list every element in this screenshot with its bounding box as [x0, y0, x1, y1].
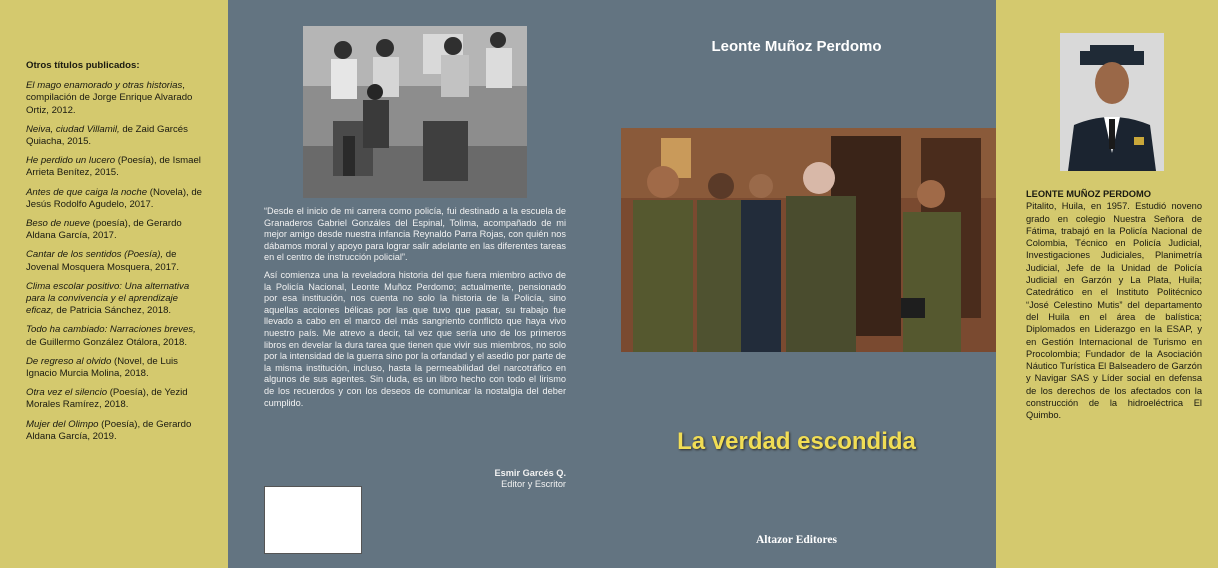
back-cover [228, 0, 597, 568]
item-details: (Poesía), de Ismael Arrieta Benítez, 2015. [26, 155, 201, 179]
item-details: (Novel, de Luis Ignacio Murcia Molina, 2018. [26, 355, 178, 380]
barcode-box [264, 486, 362, 554]
list-item [26, 324, 206, 348]
list-item [26, 124, 206, 148]
list-item [26, 419, 206, 443]
cover-photo [621, 128, 996, 352]
item-details: (Poesía), de Gerardo Aldana García, 2019. [26, 418, 192, 442]
item-details: de Patricia Sánchez, 2018. [53, 305, 172, 317]
cover-author: Leonte Muñoz Perdomo [711, 38, 882, 55]
item-details: de Zaid Garcés Quiacha, 2015. [26, 123, 188, 148]
list-item [26, 155, 206, 179]
signature-name: Esmir Garcés Q. [494, 468, 566, 478]
list-item [26, 281, 206, 318]
list-item [26, 187, 206, 211]
item-title: Cantar de los sentidos (Poesía), [26, 249, 164, 261]
item-details: de Jovenal Mosquera Mosquera, 2017. [26, 249, 180, 273]
bio-text: Pitalito, Huila, en 1957. Estudió noveno grado en colegio Nuestra Señora de Fátima, trabajó en la Policía Nacional de Colombia, Técnico en Policía Judicial, Investigaciones Judiciales, Planimetría Judicial, Jefe de la Unidad de Policía Judicial en Garzón y La Plata, Huila; Catedrático en el Instituto Politécnico “José Celestino Mutis” del departamento del Huila en el área de balística; Diplomados en Liderazgo en la ESAP, y en Gestión Internacional de Turismo en Procolombia; Fundador de la Asociación Náutico Turística El Balseadero de Garzón y Navigar SAS y Líder social en defensa de los derechos de los afectados con la construcción de la hidroeléctrica El Quimbo. [1026, 201, 1202, 421]
item-details: (Novela), de Jesús Rodolfo Agudelo, 2017. [26, 186, 203, 210]
book-title: La verdad escondida [677, 428, 916, 455]
bio-heading: LEONTE MUÑOZ PERDOMO [1026, 189, 1151, 199]
list-item [26, 356, 206, 380]
item-title: Neiva, ciudad Villamil, [26, 123, 120, 135]
list-item [26, 387, 206, 411]
list-item [26, 218, 206, 242]
publisher-name: Altazor Editores [755, 534, 838, 546]
right-flap [996, 0, 1218, 568]
item-title: He perdido un lucero [26, 155, 116, 167]
left-flap [0, 0, 228, 568]
blurb-paragraph: Así comienza una la reveladora historia del que fuera miembro activo de la Policía Nacional, Leonte Muñoz Perdomo; actualmente, pensionado por esa institución, nos cuenta no solo la historia de la Policía, sino aquellas acciones bélicas por las que tuvo que pasar, su trabajo fue llevado a cabo en el marco del más sangriento conflicto que haya vivo nuestro país. Me atrevo a decir, tal vez que sería uno de los primeros libros en develar la dura tarea que tienen que vivir sus miembros, no solo por la intensidad de la guerra sino por la orfandad y el asedio por parte de la misma institución, incluso, hasta la permeabilidad del narcotráfico en algunos de sus agentes. Sin duda, es un libro hecho con todo el lirismo de los recuerdos y con los deseos de comunicar la nostalgia del deber cumplido. [264, 269, 566, 408]
other-titles-heading: Otros títulos publicados: [26, 60, 140, 71]
back-blurb [264, 206, 566, 415]
other-titles-list [26, 60, 206, 450]
item-title: El mago enamorado y otras historias [26, 80, 183, 92]
item-title: Antes de que caiga la noche [26, 186, 148, 198]
author-portrait [1060, 33, 1164, 171]
item-title: Clima escolar positivo: Una alternativa para la convivencia y el aprendizaje eficaz, [26, 280, 190, 317]
item-title: Mujer del Olimpo [26, 418, 99, 430]
list-item [26, 249, 206, 273]
item-details: , compilación de Jorge Enrique Alvarado Ortiz, 2012. [26, 80, 193, 116]
item-title: Otra vez el silencio [26, 387, 108, 399]
front-cover [597, 0, 996, 568]
signature-role: Editor y Escritor [501, 478, 566, 489]
item-title: De regreso al olvido [26, 355, 112, 367]
item-title: Todo ha cambiado: Narraciones breves, [26, 324, 196, 336]
group-photo [303, 26, 527, 198]
item-title: Beso de nueve [26, 218, 91, 230]
item-details: (Poesía), de Yezid Morales Ramírez, 2018. [26, 387, 188, 411]
item-details: (poesía), de Gerardo Aldana García, 2017. [26, 218, 182, 242]
blurb-signature [418, 468, 566, 489]
list-item [26, 80, 206, 117]
blurb-paragraph: “Desde el inicio de mi carrera como policía, fui destinado a la escuela de Granaderos Gabriel Gonzáles del Espinal, Tolima, acompañado de mi mejor amigo desde nuestra infancia Reynaldo Parra Rojas, con quién nos dábamos moral y apoyo para lograr salir adelante en las diferentes tareas en el centro de instrucción policial”. [264, 206, 566, 263]
item-details: de Guillermo González Otálora, 2018. [26, 336, 188, 348]
author-bio [1026, 188, 1202, 422]
